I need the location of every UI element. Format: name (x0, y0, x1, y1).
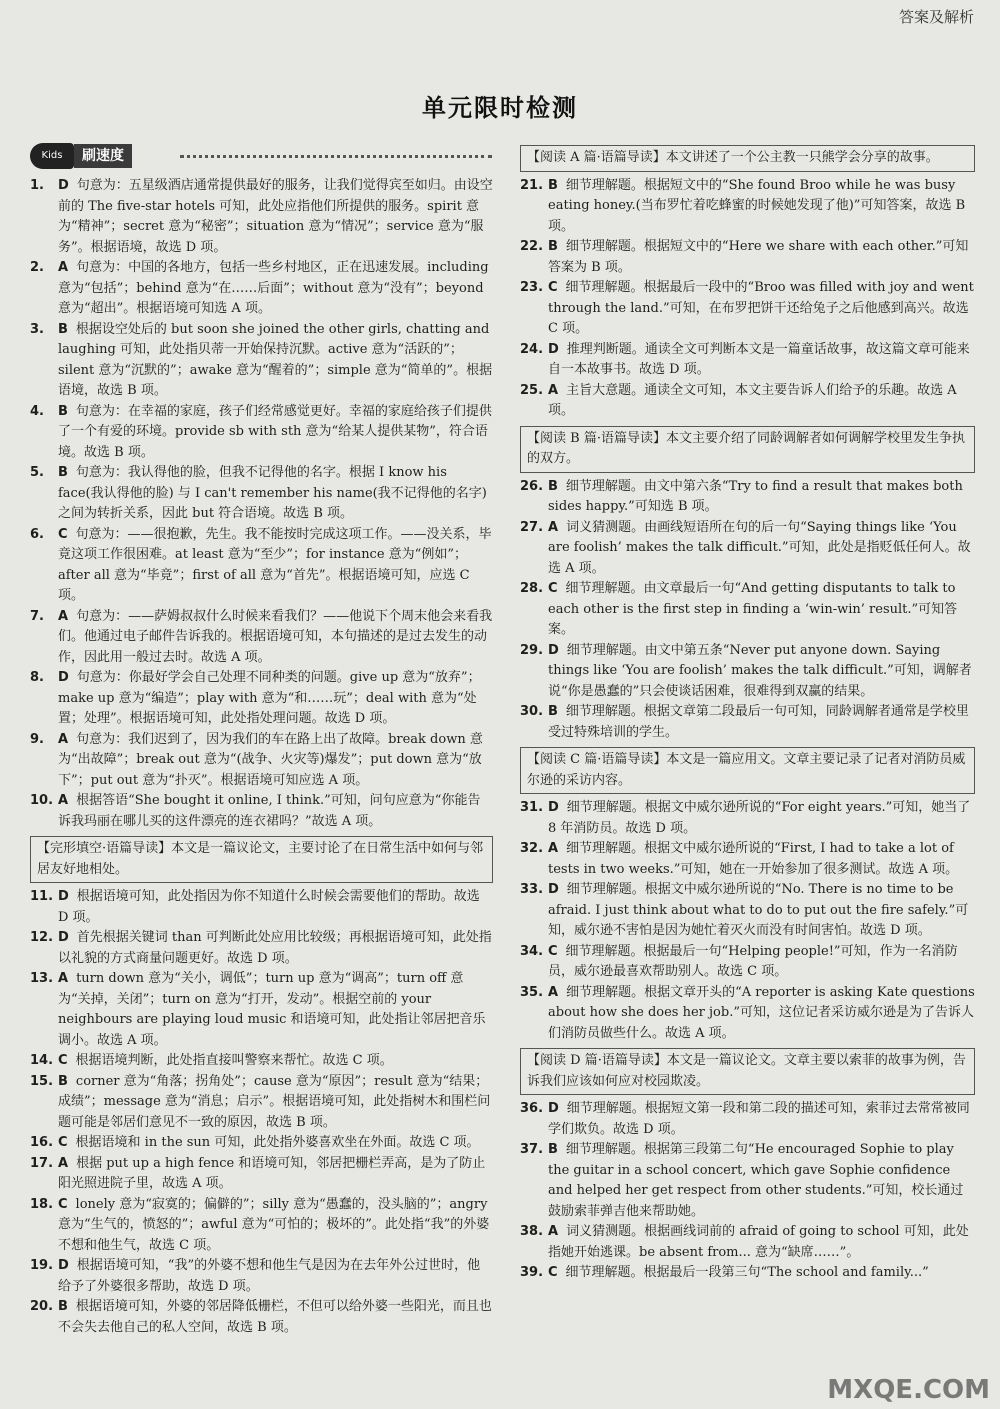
answer-item (30, 730, 493, 792)
answer-letter: C (548, 280, 558, 295)
answer-letter: D (58, 1258, 69, 1273)
question-number: 12. (30, 930, 54, 945)
explanation-text: 推理判断题。通读全文可判断本文是一篇童话故事，故这篇文章可能来自一本故事书。故选 D 项。 (548, 341, 970, 377)
question-number: 32. (520, 841, 544, 856)
answer-item (520, 278, 975, 340)
explanation-text: 句意为：——萨姆叔叔什么时候来看我们？——他说下个周末他会来看我们。他通过电子邮件告诉我的。根据语境可知，本句描述的是过去发生的动作，因此用一般过去时。故选 A 项。 (58, 608, 493, 665)
question-number: 33. (520, 882, 544, 897)
answer-letter: A (58, 793, 69, 808)
answer-item (520, 176, 975, 238)
question-number: 23. (520, 280, 544, 295)
reading-guide: 【阅读 C 篇·语篇导读】本文是一篇应用文。文章主要记录了记者对消防员威尔逊的采访内容。 (520, 747, 975, 794)
right-answer-column (520, 141, 975, 1284)
answer-letter: D (548, 800, 559, 815)
answer-letter: A (548, 519, 559, 535)
question-number: 37. (520, 1142, 544, 1157)
answer-letter: D (548, 642, 559, 658)
explanation-text: 细节理解题。根据最后一段第三句“The school and family...” (565, 1265, 929, 1280)
question-number: 7. (30, 608, 44, 624)
answer-item (520, 1140, 975, 1222)
answer-item (520, 340, 975, 381)
answer-item (520, 880, 975, 942)
answer-item (30, 402, 493, 464)
answer-item (30, 668, 493, 730)
explanation-text: 根据语境和 in the sun 可知，此处指外婆喜欢坐在外面。故选 C 项。 (75, 1135, 480, 1150)
question-number: 16. (30, 1135, 54, 1150)
answer-item (30, 1195, 493, 1257)
answer-item (30, 887, 493, 928)
explanation-text: 句意为：——很抱歉，先生。我不能按时完成这项工作。——没关系，毕竟这项工作很困难。at least 意为“至少”；for instance 意为“例如”；after all 意为“毕竟”；first of all 意为“首先”。根据语境可知，应选 C 项。 (58, 526, 492, 603)
question-number: 4. (30, 403, 44, 419)
question-number: 17. (30, 1155, 54, 1171)
explanation-text: 细节理解题。根据最后一段中的“Broo was filled with joy and went through the land.”可知，在布罗把饼干还给兔子之后他感到高兴。故选 C 项。 (548, 280, 974, 336)
answer-item (30, 176, 493, 258)
answer-letter: C (58, 1053, 68, 1068)
answer-item (520, 237, 975, 278)
explanation-text: 根据语境可知，外婆的邻居降低栅栏，不但可以给外婆一些阳光，而且也不会失去他自己的私人空间，故选 B 项。 (58, 1299, 492, 1335)
answer-item (520, 579, 975, 641)
question-number: 25. (520, 382, 544, 398)
answer-letter: A (58, 731, 69, 747)
answer-item (30, 1154, 493, 1195)
answer-item (30, 320, 493, 402)
question-number: 9. (30, 731, 44, 747)
explanation-text: 主旨大意题。通读全文可知，本文主要告诉人们给予的乐趣。故选 A 项。 (548, 382, 957, 418)
answer-letter: C (58, 526, 68, 542)
explanation-text: 细节理解题。根据短文中的“Here we share with each other.”可知答案为 B 项。 (548, 239, 969, 275)
explanation-text: 细节理解题。根据文章开头的“A reporter is asking Kate questions about how she does her job.”可知，这位记者采访威尔逊是为了告诉人们消防员做些什么。故选 A 项。 (548, 984, 975, 1041)
answer-letter: A (548, 382, 559, 398)
question-number: 35. (520, 984, 544, 1000)
answer-item (30, 1072, 493, 1134)
reading-guide: 【完形填空·语篇导读】本文是一篇议论文，主要讨论了在日常生活中如何与邻居友好地相处。 (30, 836, 493, 883)
explanation-text: 根据 put up a high fence 和语境可知，邻居把栅栏弄高，是为了防止阳光照进院子里，故选 A 项。 (58, 1155, 486, 1191)
question-number: 2. (30, 260, 44, 275)
answer-letter: A (58, 608, 69, 624)
answer-letter: B (548, 478, 558, 494)
answer-letter: C (548, 1265, 558, 1280)
explanation-text: 根据设空处后的 but soon she joined the other girls, chatting and laughing 可知，此处指贝蒂一开始保持沉默。active 意为“活跃的”；silent 意为“沉默的”；awake 意为“醒着的”；simple 意为“简单的”。根据语境，故选 B 项。 (58, 321, 493, 398)
question-number: 34. (520, 943, 544, 959)
explanation-text: 根据答语“She bought it online, I think.”可知，问句应意为“你能告诉我玛丽在哪儿买的这件漂亮的连衣裙吗？”故选 A 项。 (58, 793, 481, 829)
answer-letter: B (548, 704, 558, 719)
question-number: 28. (520, 581, 544, 596)
answer-item (520, 942, 975, 983)
explanation-text: 细节理解题。根据短文中的“She found Broo while he was busy eating honey.(当布罗忙着吃蜂蜜的时候她发现了他)”可知答案，故选 B 项。 (548, 177, 966, 234)
answer-letter: D (58, 670, 69, 685)
speed-label: 刷速度 (74, 144, 132, 168)
explanation-text: 句意为：五星级酒店通常提供最好的服务，让我们觉得宾至如归。由设空前的 The five-star hotels 可知，此处应指他们所提供的服务。spirit 意为“精神”；secret 意为“秘密”；situation 意为“情况”；service 意为“服务”。根据语境，故选 D 项。 (58, 178, 493, 255)
explanation-text: 细节理解题。由文中第五条“Never put anyone down. Saying things like ‘You are foolish’ makes the talk difficult.”可知，调解者说“你是愚蠢的”只会使谈话困难，很难得到双赢的结果。 (548, 642, 972, 699)
answer-item (30, 1133, 493, 1154)
answer-item (520, 983, 975, 1045)
answer-letter: A (58, 1155, 69, 1171)
question-number: 24. (520, 341, 544, 357)
explanation-text: 细节理解题。根据最后一句“Helping people!”可知，作为一名消防员，威尔逊最喜欢帮助别人。故选 C 项。 (548, 943, 958, 979)
answer-letter: D (58, 889, 69, 904)
page-title: 单元限时检测 (422, 94, 578, 122)
answer-item (520, 1099, 975, 1140)
kids-logo-icon: Kids (30, 143, 74, 169)
answer-letter: B (58, 403, 68, 419)
question-number: 15. (30, 1073, 54, 1089)
explanation-text: 细节理解题。由文章最后一句“And getting disputants to talk to each other is the first step in finding a ‘win-win’ result.”可知答案。 (548, 581, 958, 637)
question-number: 18. (30, 1196, 54, 1212)
watermark-logo: MXQE.COM (827, 1375, 990, 1405)
answer-item (30, 1051, 493, 1072)
question-number: 27. (520, 519, 544, 535)
dotted-divider (180, 155, 492, 158)
answer-item (30, 791, 493, 832)
question-number: 39. (520, 1265, 544, 1280)
explanation-text: 句意为：中国的各地方，包括一些乡村地区，正在迅速发展。including 意为“包括”；behind 意为“在……后面”；without 意为“没有”；beyond 意为“超出”。根据语境可知选 A 项。 (58, 260, 489, 316)
answer-item (520, 702, 975, 743)
explanation-text: 细节理解题。根据文中威尔逊所说的“First, I had to take a lot of tests in two weeks.”可知，她在一开始参加了很多测试。故选 A 项。 (548, 841, 959, 877)
explanation-text: 词义猜测题。根据画线词前的 afraid of going to school 可知，此处指她开始逃课。be absent from... 意为“缺席……”。 (548, 1224, 969, 1260)
answer-item (30, 525, 493, 607)
answer-item (520, 798, 975, 839)
answer-item (30, 969, 493, 1051)
answer-letter: D (548, 1101, 559, 1116)
question-number: 10. (30, 793, 54, 808)
explanation-text: 首先根据关键词 than 可判断此处应用比较级；再根据语境可知，此处指以礼貌的方式商量问题更好。故选 D 项。 (58, 930, 492, 966)
answer-letter: C (548, 581, 558, 596)
answer-letter: D (58, 930, 69, 945)
explanation-text: 细节理解题。根据文中威尔逊所说的“No. There is no time to be afraid. I just think about what to do to put out the fire safely.”可知，威尔逊不害怕是因为她忙着灭火而没有时间害怕。故选 D 项。 (548, 882, 969, 938)
answer-item (520, 477, 975, 518)
question-number: 21. (520, 177, 544, 193)
explanation-text: 根据语境判断，此处指直接叫警察来帮忙。故选 C 项。 (75, 1053, 393, 1068)
answer-letter: D (548, 882, 559, 897)
question-number: 5. (30, 465, 44, 480)
answer-item (30, 928, 493, 969)
explanation-text: 细节理解题。根据短文第一段和第二段的描述可知，索菲过去常常被同学们欺负。故选 D 项。 (548, 1101, 970, 1137)
reading-guide: 【阅读 A 篇·语篇导读】本文讲述了一个公主教一只熊学会分享的故事。 (520, 145, 975, 172)
explanation-text: 细节理解题。由文中第六条“Try to find a result that makes both sides happy.”可知选 B 项。 (548, 478, 963, 514)
answer-item (520, 1263, 975, 1284)
answer-item (520, 381, 975, 422)
answer-letter: A (548, 1224, 559, 1239)
answer-letter: B (548, 239, 558, 254)
answer-letter: A (58, 971, 69, 986)
answer-letter: B (58, 321, 68, 337)
explanation-text: 句意为：我们迟到了，因为我们的车在路上出了故障。break down 意为“出故障”；break out 意为“(战争、火灾等)爆发”；put down 意为“放下”；put out 意为“扑灭”。根据语境可知应选 A 项。 (58, 731, 483, 788)
explanation-text: 细节理解题。根据文中威尔逊所说的“For eight years.”可知，她当了 8 年消防员。故选 D 项。 (548, 800, 971, 836)
answer-item (30, 607, 493, 669)
question-number: 31. (520, 800, 544, 815)
left-answer-column (30, 176, 493, 1338)
explanation-text: 句意为：在幸福的家庭，孩子们经常感觉更好。幸福的家庭给孩子们提供了一个有爱的环境。provide sb with sth 意为“给某人提供某物”，符合语境。故选 B 项。 (58, 403, 492, 460)
answer-letter: C (58, 1196, 68, 1212)
explanation-text: lonely 意为“寂寞的；偏僻的”；silly 意为“愚蠢的，没头脑的”；angry 意为“生气的，愤怒的”；awful 意为“可怕的；极坏的”。此处指“我”的外婆不想和他生气，故选 C 项。 (58, 1196, 490, 1253)
question-number: 6. (30, 526, 44, 542)
question-number: 11. (30, 889, 54, 904)
question-number: 26. (520, 478, 544, 494)
answer-item (520, 1222, 975, 1263)
explanation-text: corner 意为“角落；拐角处”；cause 意为“原因”；result 意为“结果；成绩”；message 意为“消息；启示”。根据语境可知，此处指树木和围栏问题可能是邻居们意见不一致的原因，故选 B 项。 (58, 1073, 491, 1130)
question-number: 20. (30, 1299, 54, 1314)
reading-guide: 【阅读 D 篇·语篇导读】本文是一篇议论文。文章主要以索菲的故事为例，告诉我们应该如何应对校园欺凌。 (520, 1048, 975, 1095)
question-number: 29. (520, 642, 544, 658)
speed-banner (30, 143, 492, 169)
section-label: 答案及解析 (898, 8, 974, 26)
answer-item (520, 518, 975, 580)
question-number: 30. (520, 704, 544, 719)
question-number: 22. (520, 239, 544, 254)
answer-letter: B (58, 1299, 68, 1314)
explanation-text: 细节理解题。根据文章第二段最后一句可知，同龄调解者通常是学校里受过特殊培训的学生。 (548, 704, 969, 740)
explanation-text: 细节理解题。根据第三段第二句“He encouraged Sophie to play the guitar in a school concert, which gave Sophie confidence and helped her get respect from other students.”可知，校长通过鼓励索菲弹吉他来帮助她。 (548, 1142, 964, 1219)
answer-letter: B (58, 1073, 68, 1089)
question-number: 14. (30, 1053, 54, 1068)
answer-item (30, 463, 493, 525)
answer-letter: D (548, 341, 559, 357)
question-number: 8. (30, 670, 44, 685)
answer-letter: B (548, 177, 558, 193)
question-number: 38. (520, 1224, 544, 1239)
answer-letter: D (58, 178, 69, 193)
explanation-text: 句意为：你最好学会自己处理不同种类的问题。give up 意为“放弃”；make up 意为“编造”；play with 意为“和……玩”；deal with 意为“处置；处理”。根据语境可知，此处指处理问题。故选 D 项。 (58, 670, 481, 726)
answer-letter: C (58, 1135, 68, 1150)
answer-letter: A (58, 260, 69, 275)
explanation-text: turn down 意为“关小，调低”；turn up 意为“调高”；turn off 意为“关掉，关闭”；turn on 意为“打开，发动”。根据空前的 your neighbours are playing loud music 和语境可知，此处指让邻居把音乐调小。故选 A 项。 (58, 971, 486, 1048)
explanation-text: 根据语境可知，此处指因为你不知道什么时候会需要他们的帮助。故选 D 项。 (58, 889, 480, 925)
question-number: 1. (30, 178, 44, 193)
answer-item (520, 839, 975, 880)
answer-item (30, 1256, 493, 1297)
question-number: 19. (30, 1258, 54, 1273)
answer-letter: C (548, 943, 558, 959)
explanation-text: 根据语境可知，“我”的外婆不想和他生气是因为在去年外公过世时，他给予了外婆很多帮助，故选 D 项。 (58, 1258, 481, 1294)
answer-letter: B (548, 1142, 558, 1157)
explanation-text: 句意为：我认得他的脸，但我不记得他的名字。根据 I know his face(我认得他的脸) 与 I can't remember his name(我不记得他的名字) 之间为转折关系，因此 but 符合语境。故选 B 项。 (58, 465, 487, 521)
question-number: 3. (30, 321, 44, 337)
answer-letter: A (548, 984, 559, 1000)
reading-guide: 【阅读 B 篇·语篇导读】本文主要介绍了同龄调解者如何调解学校里发生争执的双方。 (520, 426, 975, 473)
answer-letter: B (58, 465, 68, 480)
question-number: 13. (30, 971, 54, 986)
answer-item (30, 258, 493, 320)
explanation-text: 词义猜测题。由画线短语所在句的后一句“Saying things like ‘You are foolish’ makes the talk difficult.”可知，此处是指贬低任何人。故选 A 项。 (548, 519, 971, 576)
answer-letter: A (548, 841, 559, 856)
question-number: 36. (520, 1101, 544, 1116)
answer-item (30, 1297, 493, 1338)
answer-item (520, 641, 975, 703)
